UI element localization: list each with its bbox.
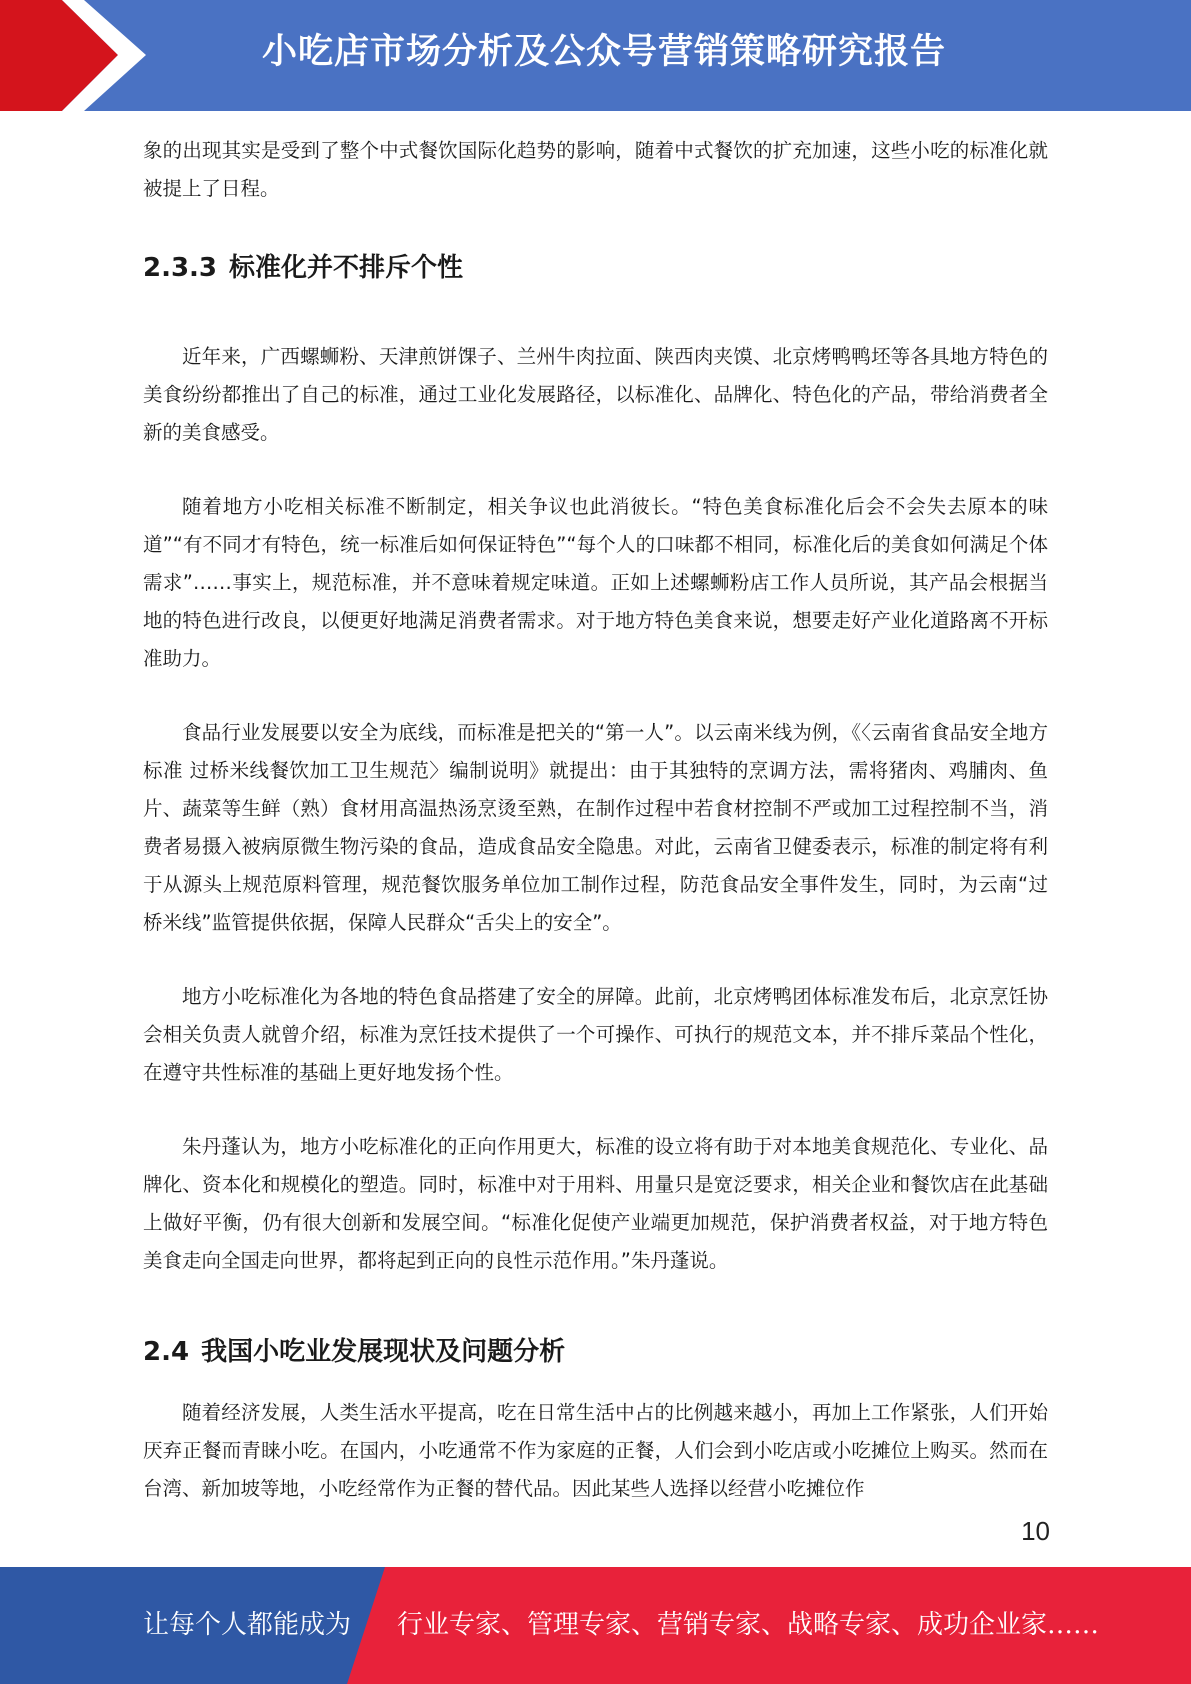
paragraph: 近年来，广西螺蛳粉、天津煎饼馃子、兰州牛肉拉面、陕西肉夹馍、北京烤鸭鸭坯等各具地方特色的美食纷纷都推出了自己的标准，通过工业化发展路径，以标准化、品牌化、特色化的产品，带给消费者全新的美食感受。 <box>143 345 1048 444</box>
page-number: 10 <box>1021 1516 1050 1546</box>
report-title: 小吃店市场分析及公众号营销策略研究报告 <box>262 32 947 72</box>
paragraph: 朱丹蓬认为，地方小吃标准化的正向作用更大，标准的设立将有助于对本地美食规范化、专业化、品牌化、资本化和规模化的塑造。同时，标准中对于用料、用量只是宽泛要求，相关企业和餐饮店在此基础上做好平衡，仍有很大创新和发展空间。“标准化促使产业端更加规范，保护消费者权益，对于地方特色美食走向全国走向世界，都将起到正向的良性示范作用。”朱丹蓬说。 <box>143 1135 1048 1272</box>
paragraph: 地方小吃标准化为各地的特色食品搭建了安全的屏障。此前，北京烤鸭团体标准发布后，北京烹饪协会相关负责人就曾介绍，标准为烹饪技术提供了一个可操作、可执行的规范文本，并不排斥菜品个性化，在遵守共性标准的基础上更好地发扬个性。 <box>143 985 1048 1084</box>
footer-slogan-left: 让每个人都能成为 <box>143 1610 352 1640</box>
paragraph: 随着经济发展，人类生活水平提高，吃在日常生活中占的比例越来越小，再加上工作紧张，人们开始厌弃正餐而青睐小吃。在国内，小吃通常不作为家庭的正餐，人们会到小吃店或小吃摊位上购买。然而在台湾、新加坡等地，小吃经常作为正餐的替代品。因此某些人选择以经营小吃摊位作 <box>143 1401 1048 1500</box>
page-header <box>0 0 1191 111</box>
footer-slogan-right: 行业专家、管理专家、营销专家、战略专家、成功企业家…… <box>397 1610 1100 1640</box>
section-number: 2.4 <box>143 1337 190 1367</box>
section-title: 我国小吃业发展现状及问题分析 <box>201 1337 566 1367</box>
paragraph: 食品行业发展要以安全为底线，而标准是把关的“第一人”。以云南米线为例，《〈云南省食品安全地方标准 过桥米线餐饮加工卫生规范〉编制说明》就提出：由于其独特的烹调方法，需将猪肉、鸡脯肉、鱼片、蔬菜等生鲜（熟）食材用高温热汤烹烫至熟，在制作过程中若食材控制不严或加工过程控制不当，消费者易摄入被病原微生物污染的食品，造成食品安全隐患。对此，云南省卫健委表示，标准的制定将有利于从源头上规范原料管理，规范餐饮服务单位加工制作过程，防范食品安全事件发生，同时，为云南“过桥米线”监管提供依据，保障人民群众“舌尖上的安全”。 <box>143 721 1048 934</box>
paragraph-continuation: 象的出现其实是受到了整个中式餐饮国际化趋势的影响，随着中式餐饮的扩充加速，这些小吃的标准化就被提上了日程。 <box>143 139 1048 200</box>
section-heading-2-3-3 <box>143 248 1048 288</box>
header-arrow-decoration <box>0 0 160 111</box>
section-heading-2-4 <box>143 1332 1048 1372</box>
paragraph: 随着地方小吃相关标准不断制定，相关争议也此消彼长。“特色美食标准化后会不会失去原本的味道”“有不同才有特色，统一标准后如何保证特色”“每个人的口味都不相同，标准化后的美食如何满足个体需求”……事实上，规范标准，并不意味着规定味道。正如上述螺蛳粉店工作人员所说，其产品会根据当地的特色进行改良，以便更好地满足消费者需求。对于地方特色美食来说，想要走好产业化道路离不开标准助力。 <box>143 495 1048 670</box>
page-footer <box>0 1567 1191 1684</box>
section-title: 标准化并不排斥个性 <box>229 253 464 283</box>
section-number: 2.3.3 <box>143 253 218 283</box>
page-body <box>143 132 1048 1544</box>
